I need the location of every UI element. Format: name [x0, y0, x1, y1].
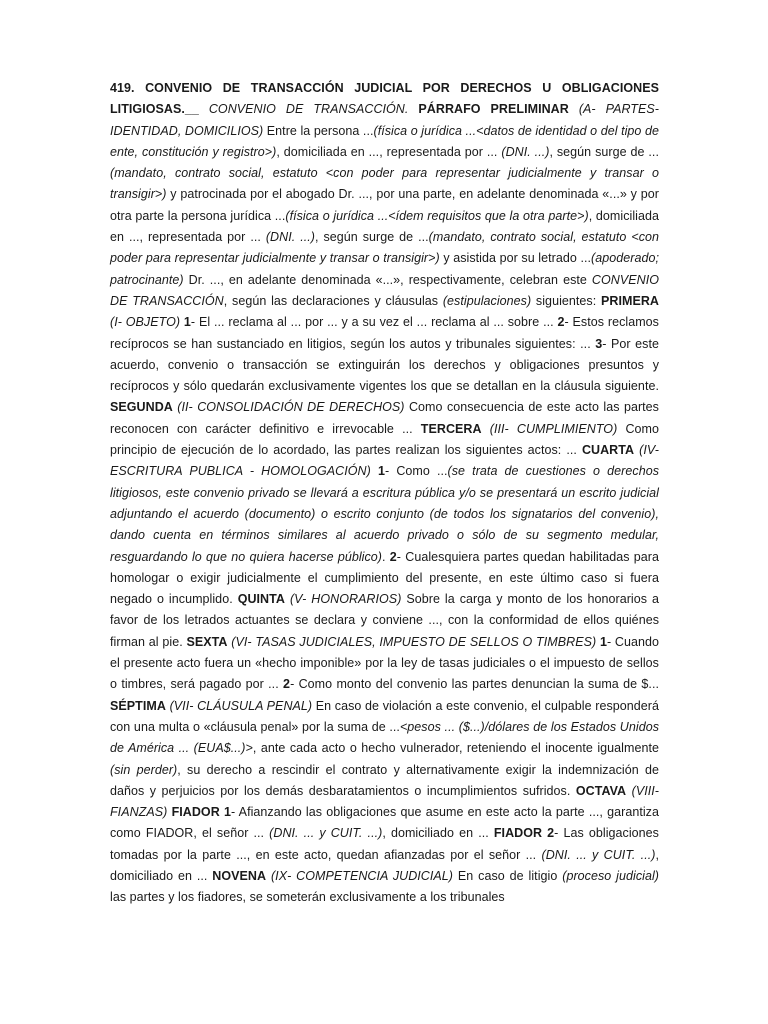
bold-text-run: 2 — [389, 549, 397, 564]
text-run: , ante cada acto o hecho vulnerador, reteniendo el inocente igualmente — [252, 741, 659, 756]
text-run: - Como ... — [384, 464, 448, 479]
italic-text-run: (mandato, contrato social, estatuto <con poder para representar judicialmente y transar o transigir>) — [110, 230, 660, 266]
bold-text-run: PRIMERA — [601, 293, 659, 308]
text-run: - Por este acuerdo, convenio o transacción se extinguirán los derechos y obligaciones presuntos y recíprocos y sólo quedarán exclusivamente vigentes los que se detallan en la cláusula siguiente. — [110, 336, 660, 394]
bold-text-run: SÉPTIMA — [110, 698, 166, 713]
text-run: , su derecho a rescindir el contrato y alternativamente exigir la indemnización de daños y perjuicios por los demás desbaratamientos o incumplimientos sufridos. — [110, 762, 659, 798]
italic-text-run: CONVENIO DE TRANSACCIÓN — [110, 272, 659, 308]
text-run: , según las declaraciones y cláusulas — [223, 293, 443, 308]
text-run — [482, 422, 490, 436]
bold-text-run: FIADOR 2 — [493, 826, 555, 841]
document-body — [110, 78, 659, 909]
bold-text-run: PÁRRAFO PRELIMINAR — [418, 102, 569, 117]
text-run: , domiciliada en ..., representada por ... — [276, 144, 502, 159]
bold-text-run: FIADOR 1 — [171, 805, 231, 820]
bold-text-run: CUARTA — [581, 443, 635, 458]
bold-text-run: 1 — [377, 464, 385, 479]
text-run: En caso de litigio — [453, 868, 563, 883]
text-run: , domiciliado en ... — [110, 847, 659, 883]
text-run: , domiciliada en ..., representada por ... — [110, 208, 659, 245]
text-run: En caso de violación a este convenio, el culpable responderá con una multa o «cláusula penal» por la suma de ... — [110, 698, 659, 734]
text-run: . — [382, 549, 390, 564]
italic-text-run: (sin perder) — [110, 762, 178, 777]
italic-text-run: (DNI. ... y CUIT. ...) — [541, 847, 656, 862]
text-run: Entre la persona ... — [263, 123, 374, 138]
text-run — [199, 102, 209, 116]
text-run: - Cualesquiera partes quedan habilitadas para homologar o exigir judicialmente el cumplimiento del presente, en este último caso si fuera negado o incumplido. — [110, 549, 660, 607]
italic-text-run: (I- OBJETO) — [110, 315, 181, 330]
italic-text-run: (DNI. ...) — [501, 144, 550, 159]
text-run: - Afianzando las obligaciones que asume en este acto la parte ..., garantiza como FIADOR, el señor ... — [110, 805, 659, 841]
text-run: , según surge de ... — [314, 230, 429, 245]
text-run: Como consecuencia de este acto las partes reconocen con carácter definitivo e irrevocable ... — [110, 400, 659, 436]
italic-text-run: (se trata de cuestiones o derechos litigiosos, este convenio privado se llevará a escritura pública y/o se presentará un escrito judicial adjuntando el acuerdo (documento) o escrito conjunto (de todos los signatarios del convenio), dando cuenta en términos similares al acuerdo privado o sólo de su segmento medular, resguardando lo que no quiera hacerse público) — [110, 464, 659, 564]
bold-text-run: TERCERA — [420, 421, 482, 436]
italic-text-run: (IV- ESCRITURA PUBLICA - HOMOLOGACIÓN) — [110, 443, 659, 479]
text-run: - Estos reclamos recíprocos se han sustanciado en litigios, según los autos y tribunales siguientes: ... — [110, 315, 659, 351]
text-run: y patrocinada por el abogado Dr. ..., por una parte, en adelante denominada «...» y por otra parte la persona jurídica ... — [110, 187, 659, 223]
bold-text-run: OCTAVA — [575, 783, 627, 798]
italic-text-run: (física o jurídica ...<ídem requisitos que la otra parte>) — [285, 208, 589, 223]
text-run: - El ... reclama al ... por ... y a su vez el ... reclama al ... sobre ... — [190, 315, 558, 330]
italic-text-run: (A- PARTES- IDENTIDAD, DOMICILIOS) — [110, 102, 659, 138]
text-run: las partes y los fiadores, se someterán exclusivamente a los tribunales — [110, 890, 505, 905]
text-run: Como principio de ejecución de lo acordado, las partes realizan los siguientes actos: ... — [110, 421, 660, 458]
bold-text-run: 2 — [283, 677, 291, 692]
italic-text-run: (VI- TASAS JUDICIALES, IMPUESTO DE SELLOS O TIMBRES) — [231, 634, 597, 649]
italic-text-run: (proceso judicial) — [562, 868, 659, 883]
italic-text-run: (VIII- FIANZAS) — [110, 783, 659, 820]
text-run: - Cuando el presente acto fuera un «hecho imponible» por la ley de tasas judiciales o el impuesto de sellos o timbres, será pagado por ... — [110, 634, 660, 692]
text-run: , domiciliado en ... — [382, 826, 494, 841]
bold-text-run: 2 — [557, 315, 565, 330]
text-run: y asistida por su letrado ... — [439, 251, 592, 266]
bold-text-run: 3 — [595, 336, 603, 351]
italic-text-run: (III- CUMPLIMIENTO) — [489, 421, 618, 436]
italic-text-run: (II- CONSOLIDACIÓN DE DERECHOS) — [177, 400, 405, 415]
text-run: Sobre la carga y monto de los honorarios a favor de los letrados actuantes se declara y conviene ..., con la conformidad de ellos quiénes firman al pie. — [110, 592, 660, 649]
italic-text-run: (mandato, contrato social, estatuto <con poder para representar judicialmente y transar o transigir>) — [110, 166, 659, 202]
text-run: , según surge de ... — [549, 144, 659, 159]
bold-text-run: QUINTA — [237, 592, 285, 607]
italic-text-run: (V- HONORARIOS) — [289, 592, 402, 607]
italic-text-run: (DNI. ... y CUIT. ...) — [269, 826, 383, 841]
italic-text-run: (física o jurídica ...<datos de identidad o del tipo de ente, constitución y registro>) — [110, 123, 659, 159]
italic-text-run: (estipulaciones) — [442, 293, 532, 308]
text-run: Dr. ..., en adelante denominada «...», respectivamente, celebran este — [183, 272, 592, 287]
bold-text-run: 419. CONVENIO DE TRANSACCIÓN JUDICIAL POR DERECHOS U OBLIGACIONES LITIGIOSAS.__ — [110, 81, 659, 117]
bold-text-run: 1 — [183, 315, 191, 330]
text-run — [408, 102, 418, 116]
italic-text-run: <pesos ... ($...)/dólares de los Estados Unidos de América ... (EUA$...)> — [110, 719, 660, 756]
italic-text-run: (DNI. ...) — [265, 230, 315, 245]
bold-text-run: SEGUNDA — [110, 400, 173, 415]
italic-text-run: CONVENIO DE TRANSACCIÓN. — [208, 102, 409, 117]
bold-text-run: NOVENA — [212, 868, 267, 883]
italic-text-run: (IX- COMPETENCIA JUDICIAL) — [270, 868, 454, 883]
bold-text-run: SEXTA — [186, 634, 228, 649]
text-run: - Como monto del convenio las partes denuncian la suma de $... — [290, 677, 659, 692]
text-run: siguientes: — [531, 293, 601, 308]
text-run — [569, 102, 579, 116]
text-run — [371, 464, 378, 478]
text-run: - Las obligaciones tomadas por la parte ..., en este acto, quedan afianzadas por el señor ... — [110, 826, 659, 862]
bold-text-run: 1 — [599, 634, 607, 649]
italic-text-run: (apoderado; patrocinante) — [110, 251, 659, 287]
italic-text-run: (VII- CLÁUSULA PENAL) — [169, 698, 313, 713]
